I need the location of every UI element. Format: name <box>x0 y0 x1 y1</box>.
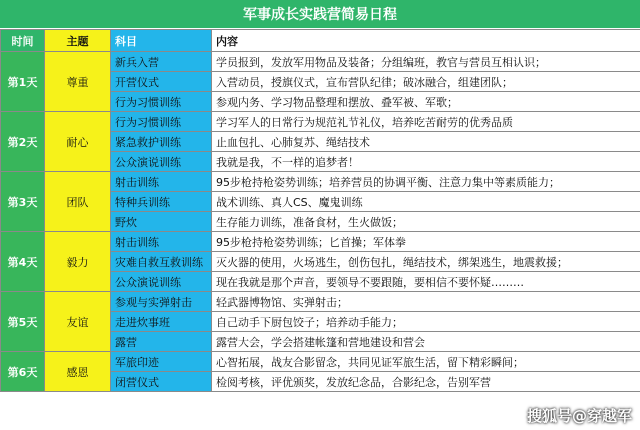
content-cell: 止血包扎、心肺复苏、绳结技术 <box>212 132 640 152</box>
schedule-table <box>0 29 640 392</box>
subject-cell: 行为习惯训练 <box>111 112 212 132</box>
content-cell: 检阅考核，评优颁奖，发放纪念品，合影纪念，告别军营 <box>212 372 640 392</box>
content-cell: 我就是我，不一样的追梦者！ <box>212 152 640 172</box>
table-row <box>1 292 640 312</box>
sheet-title: 军事成长实践营简易日程 <box>0 0 640 28</box>
subject-cell: 射击训练 <box>111 172 212 192</box>
header-time: 时间 <box>1 30 45 52</box>
day-theme: 友谊 <box>45 292 111 352</box>
header-row <box>1 30 640 52</box>
subject-cell: 新兵入营 <box>111 52 212 72</box>
day-label: 第2天 <box>1 112 45 172</box>
content-cell: 参观内务、学习物品整理和摆放、叠军被、军歌； <box>212 92 640 112</box>
subject-cell: 露营 <box>111 332 212 352</box>
content-cell: 灭火器的使用，火场逃生，创伤包扎，绳结技术，绑架逃生，地震救援； <box>212 252 640 272</box>
content-cell: 学习军人的日常行为规范礼节礼仪，培养吃苦耐劳的优秀品质 <box>212 112 640 132</box>
content-cell: 生存能力训练，准备食材，生火做饭； <box>212 212 640 232</box>
content-cell: 入营动员，授旗仪式，宣布营队纪律；破冰融合，组建团队； <box>212 72 640 92</box>
content-cell: 轻武器博物馆、实弹射击； <box>212 292 640 312</box>
header-subject: 科目 <box>111 30 212 52</box>
day-theme: 团队 <box>45 172 111 232</box>
header-theme: 主题 <box>45 30 111 52</box>
day-label: 第4天 <box>1 232 45 292</box>
subject-cell: 军旅印迹 <box>111 352 212 372</box>
subject-cell: 开营仪式 <box>111 72 212 92</box>
content-cell: 学员报到，发放军用物品及装备；分组编班，教官与营员互相认识； <box>212 52 640 72</box>
table-row <box>1 232 640 252</box>
table-row <box>1 172 640 192</box>
table-row <box>1 52 640 72</box>
subject-cell: 射击训练 <box>111 232 212 252</box>
content-cell: 95步枪持枪姿势训练；培养营员的协调平衡、注意力集中等素质能力； <box>212 172 640 192</box>
content-cell: 95步枪持枪姿势训练；匕首操；军体拳 <box>212 232 640 252</box>
schedule-body <box>1 52 640 392</box>
subject-cell: 紧急救护训练 <box>111 132 212 152</box>
watermark: 搜狐号@穿越军 <box>526 407 632 425</box>
day-theme: 耐心 <box>45 112 111 172</box>
content-cell: 露营大会，学会搭建帐篷和营地建设和营会 <box>212 332 640 352</box>
day-label: 第6天 <box>1 352 45 392</box>
day-label: 第1天 <box>1 52 45 112</box>
content-cell: 战术训练、真人CS、魔鬼训练 <box>212 192 640 212</box>
day-theme: 感恩 <box>45 352 111 392</box>
day-theme: 尊重 <box>45 52 111 112</box>
day-theme: 毅力 <box>45 232 111 292</box>
day-label: 第3天 <box>1 172 45 232</box>
subject-cell: 走进炊事班 <box>111 312 212 332</box>
subject-cell: 参观与实弹射击 <box>111 292 212 312</box>
subject-cell: 闭营仪式 <box>111 372 212 392</box>
content-cell: 现在我就是那个声音，要领导不要跟随，要相信不要怀疑……… <box>212 272 640 292</box>
subject-cell: 公众演说训练 <box>111 152 212 172</box>
header-content: 内容 <box>212 30 640 52</box>
subject-cell: 灾难自救互救训练 <box>111 252 212 272</box>
table-row <box>1 112 640 132</box>
subject-cell: 行为习惯训练 <box>111 92 212 112</box>
content-cell: 心智拓展，战友合影留念，共同见证军旅生活，留下精彩瞬间； <box>212 352 640 372</box>
subject-cell: 野炊 <box>111 212 212 232</box>
content-cell: 自己动手下厨包饺子；培养动手能力； <box>212 312 640 332</box>
subject-cell: 公众演说训练 <box>111 272 212 292</box>
subject-cell: 特种兵训练 <box>111 192 212 212</box>
day-label: 第5天 <box>1 292 45 352</box>
table-row <box>1 352 640 372</box>
